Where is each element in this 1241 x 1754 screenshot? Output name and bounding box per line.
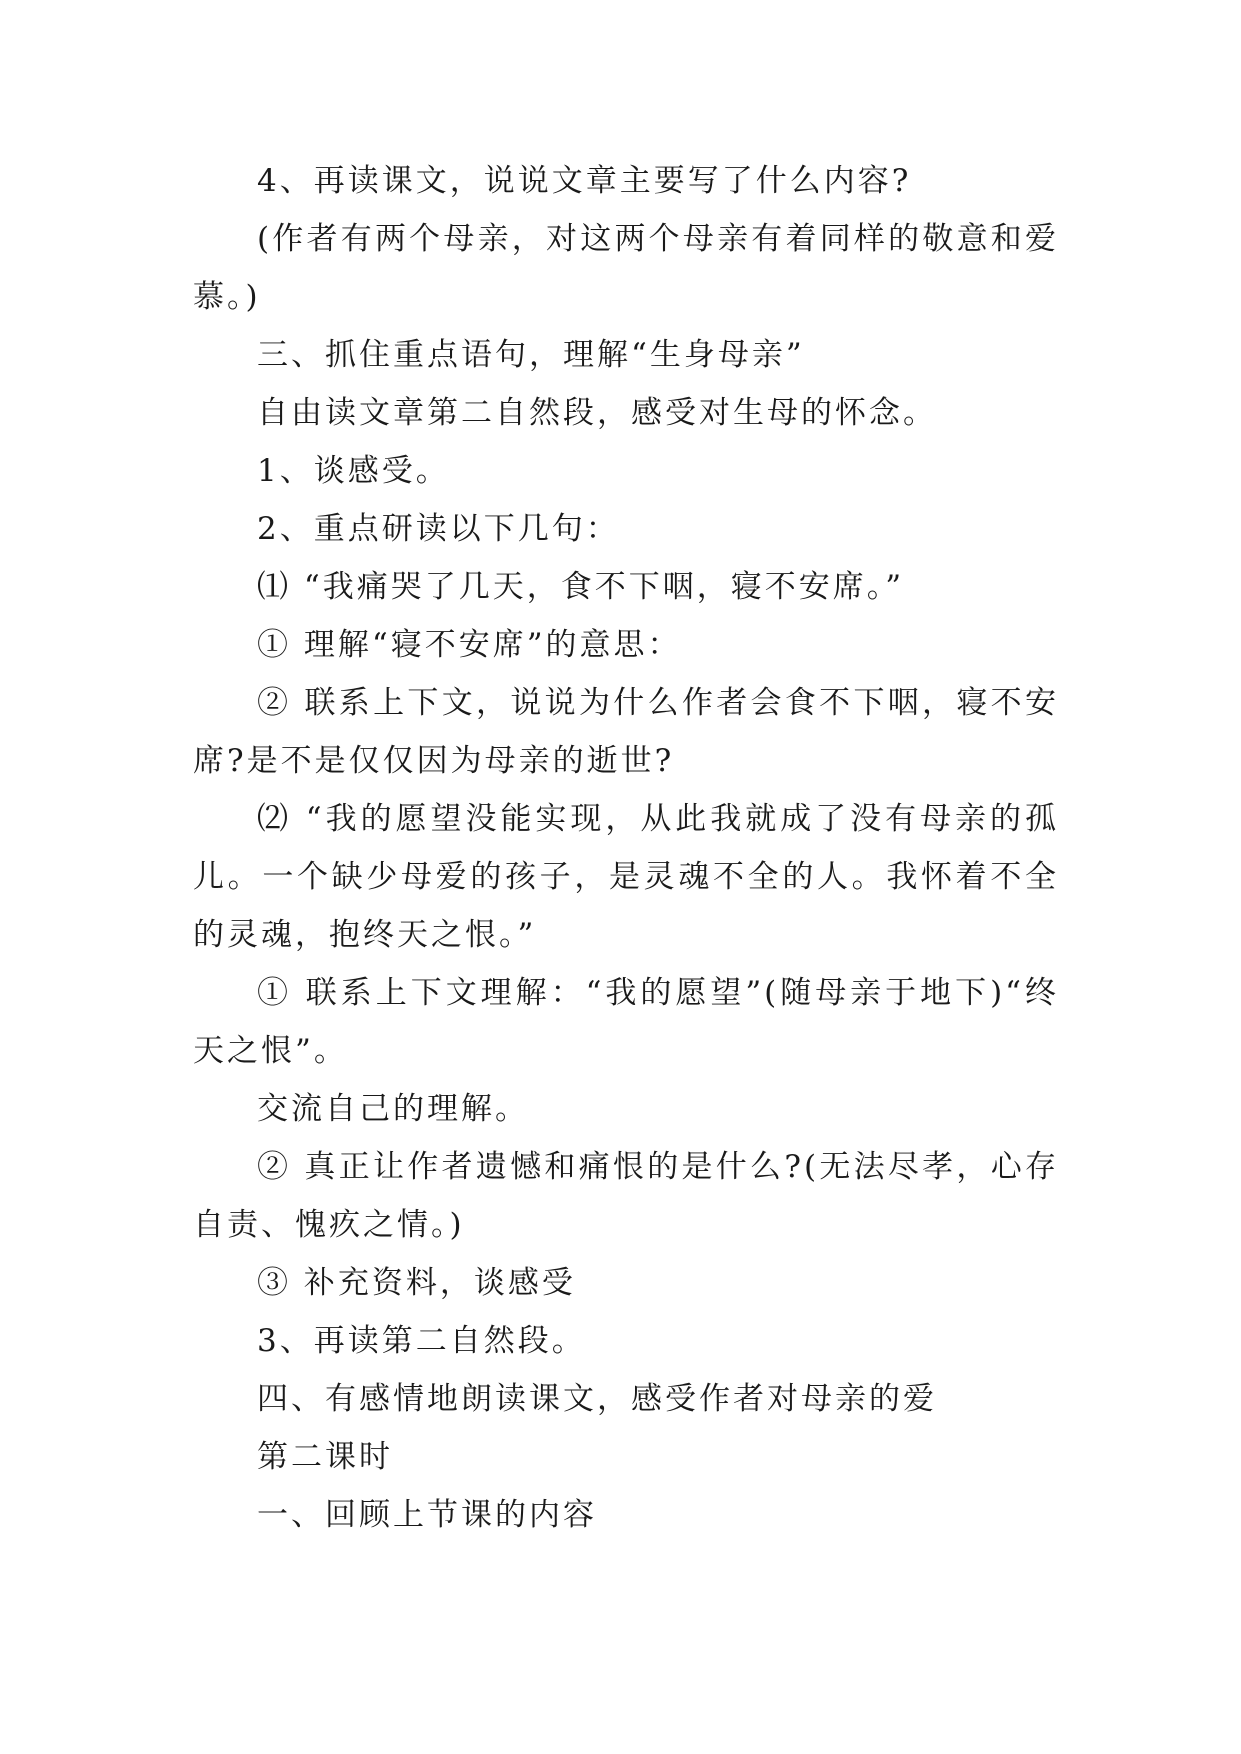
paragraph-exchange: 交流自己的理解。 (257, 1091, 529, 1127)
paragraph-regret-question: ② 真正让作者遗憾和痛恨的是什么?(无法尽孝，心存自责、愧疚之情。) (193, 1149, 1059, 1243)
paragraph-context-question: ② 联系上下文，说说为什么作者会食不下咽，寝不安席?是不是仅仅因为母亲的逝世? (193, 685, 1059, 779)
document-body (193, 152, 1059, 1544)
section-heading-one: 一、回顾上节课的内容 (257, 1497, 597, 1533)
section-heading-three: 三、抓住重点语句，理解“生身母亲” (257, 337, 805, 373)
paragraph-free-reading: 自由读文章第二自然段，感受对生母的怀念。 (257, 395, 937, 431)
paragraph-quote-two: ⑵ “我的愿望没能实现，从此我就成了没有母亲的孤儿。一个缺少母爱的孩子，是灵魂不全的人。我怀着不全的灵魂，抱终天之恨。” (193, 801, 1059, 953)
lesson-heading-second: 第二课时 (257, 1439, 393, 1475)
paragraph-share-feelings: 1、谈感受。 (257, 453, 450, 489)
section-heading-four: 四、有感情地朗读课文，感受作者对母亲的爱 (257, 1381, 937, 1417)
paragraph-quote-one: ⑴ “我痛哭了几天，食不下咽，寝不安席。” (257, 569, 905, 605)
paragraph-two-mothers: (作者有两个母亲，对这两个母亲有着同样的敬意和爱慕。) (193, 221, 1059, 315)
paragraph-context-understanding: ① 联系上下文理解：“我的愿望”(随母亲于地下)“终天之恨”。 (193, 975, 1059, 1069)
paragraph-reread-question: 4、再读课文，说说文章主要写了什么内容? (257, 163, 912, 199)
paragraph-key-sentences: 2、重点研读以下几句： (257, 511, 620, 547)
paragraph-reread-second: 3、再读第二自然段。 (257, 1323, 586, 1359)
paragraph-supplement: ③ 补充资料，谈感受 (257, 1265, 576, 1301)
paragraph-understand-idiom: ① 理解“寝不安席”的意思： (257, 627, 682, 663)
